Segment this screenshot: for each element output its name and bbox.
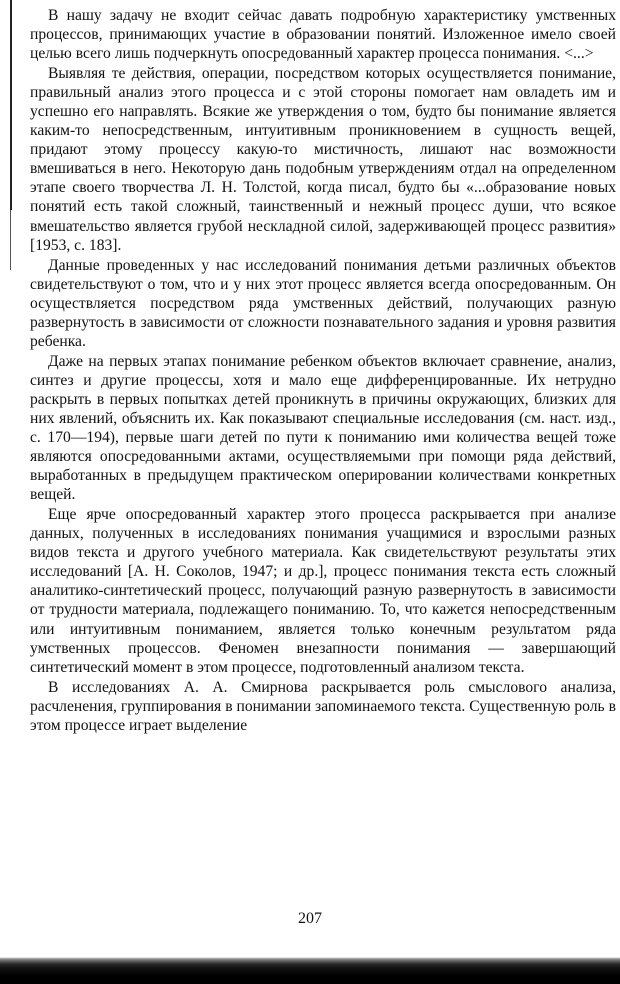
scan-edge-shadow [10,0,12,210]
scan-edge-shadow-lower [10,210,11,270]
scan-bottom-edge [0,952,620,984]
page-number: 207 [298,910,322,927]
paragraph-3: Данные проведенных у нас исследований понимания детьми различных объектов свидетельствуют о том, что и у них этот процесс является всегда опосредованным. Он осуществляется посредством ряда умственных действий, получающих разную развернутость в зависимости от сложности познавательного задания и уровня развития ребенка. [30,256,616,350]
paragraph-5: Еще ярче опосредованный характер этого процесса раскрывается при анализе данных, полученных в исследованиях понимания учащимися и взрослыми разных видов текста и другого учебного материала. Как свидетельствуют результаты этих исследований [А. Н. Соколов, 1947; и др.], процесс понимания текста есть сложный аналитико-синтетический процесс, получающий разную развернутость в зависимости от трудности материала, подлежащего пониманию. То, что кажется непосредственным или интуитивным пониманием, является только конечным результатом ряда умственных процессов. Феномен внезапности понимания — завершающий синтетический момент в этом процессе, подготовленный анализом текста. [30,506,616,676]
body-text [30,6,616,735]
paragraph-1: В нашу задачу не входит сейчас давать подробную характеристику умственных процессов, принимающих участие в образовании понятий. Изложенное имело своей целью всего лишь подчеркнуть опосредованный характер процесса понимания. <...> [30,7,616,63]
paragraph-2: Выявляя те действия, операции, посредством которых осуществляется понимание, правильный анализ этого процесса и с этой стороны помогает нам овладеть им и успешно его направлять. Всякие же утверждения о том, будто бы понимание является каким-то непосредственным, интуитивным проникновением в сущность вещей, придают этому процессу какую-то мистичность, лишают нас возможности вмешиваться в него. Некоторую дань подобным утверждениям отдал на определенном этапе своего творчества Л. Н. Толстой, когда писал, будто бы «...образование новых понятий есть такой сложный, таинственный и нежный процесс души, что всякое вмешательство является грубой нескладной силой, задерживающей процесс развития» [1953, с. 183]. [30,65,616,254]
paragraph-6: В исследованиях А. А. Смирнова раскрывается роль смыслового анализа, расчленения, группирования в понимании запоминаемого текста. Существенную роль в этом процессе играет выделение [30,678,616,734]
paragraph-4: Даже на первых этапах понимание ребенком объектов включает сравнение, анализ, синтез и другие процессы, хотя и мало еще дифференцированные. Их нетрудно раскрыть в первых попытках детей проникнуть в причины окружающих, близких для них явлений, объяснить их. Как показывают специальные исследования (см. наст. изд., с. 170—194), первые шаги детей по пути к пониманию ими количества вещей тоже являются опосредованными актами, осуществляемыми при помощи ряда действий, выработанных в предыдущем практическом оперировании количествами конкретных вещей. [30,352,616,504]
